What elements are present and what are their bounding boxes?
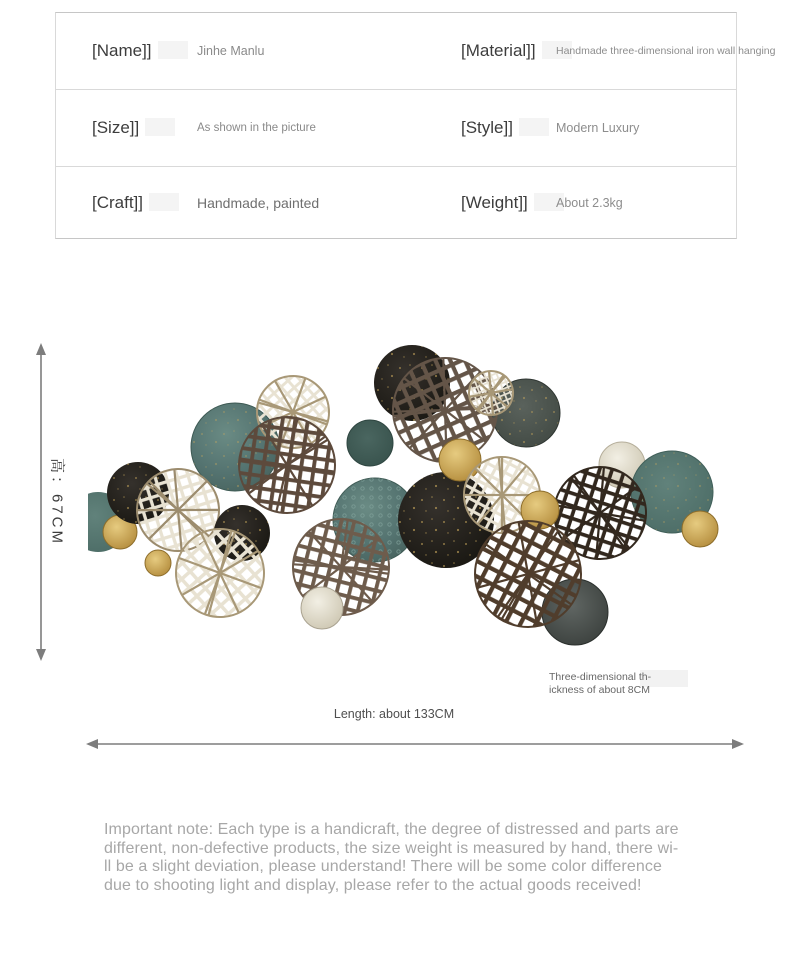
spec-label-material: [Material]] (461, 41, 572, 61)
spec-label-craft: [Craft]] (92, 193, 179, 213)
spec-value-style: Modern Luxury (556, 121, 640, 135)
spec-value-material: Handmade three-dimensional iron wall hanging (556, 45, 776, 57)
note-line-2: different, non-defective products, the size weight is measured by hand, there wi- (104, 839, 679, 857)
spec-value-name: Jinhe Manlu (197, 44, 265, 58)
spec-label-style: [Style]] (461, 118, 549, 138)
arrow-right-icon (732, 739, 744, 749)
product-image-wall-hanging (88, 340, 743, 660)
spec-value-size: As shown in the picture (197, 122, 316, 134)
height-label: 高：67CM (48, 457, 66, 547)
note-line-4: due to shooting light and display, please refer to the actual goods received! (104, 877, 642, 895)
spec-row-craft-weight (56, 167, 736, 238)
length-dimension-arrow (86, 736, 744, 752)
important-note (104, 821, 704, 896)
arrow-down-icon (36, 649, 46, 661)
disc-dark-teal-small (347, 420, 393, 466)
spec-row-name-material (56, 13, 776, 90)
spec-table (55, 12, 776, 239)
thickness-line1: Three-dimensional th- (549, 671, 652, 683)
spec-label-weight: [Weight]] (461, 193, 564, 213)
length-label: Length: about 133CM (333, 707, 455, 721)
thickness-note (549, 671, 651, 696)
spec-row-size-style (56, 90, 736, 167)
thickness-line2: ickness of about 8CM (549, 683, 650, 696)
disc-cream-bottom (301, 587, 343, 629)
note-line-3: ll be a slight deviation, please understand! There will be some color difference (104, 858, 662, 876)
disc-gold-right (682, 511, 718, 547)
arrow-left-icon (86, 739, 98, 749)
spec-label-size: [Size]] (92, 118, 175, 138)
spec-value-craft: Handmade, painted (197, 194, 320, 211)
disc-gold-small-left (145, 550, 171, 576)
arrow-up-icon (36, 343, 46, 355)
note-line-1: Important note: Each type is a handicraft, the degree of distressed and parts are (104, 821, 679, 838)
spec-label-name: [Name]] (92, 41, 188, 61)
spec-value-weight: About 2.3kg (556, 195, 623, 210)
